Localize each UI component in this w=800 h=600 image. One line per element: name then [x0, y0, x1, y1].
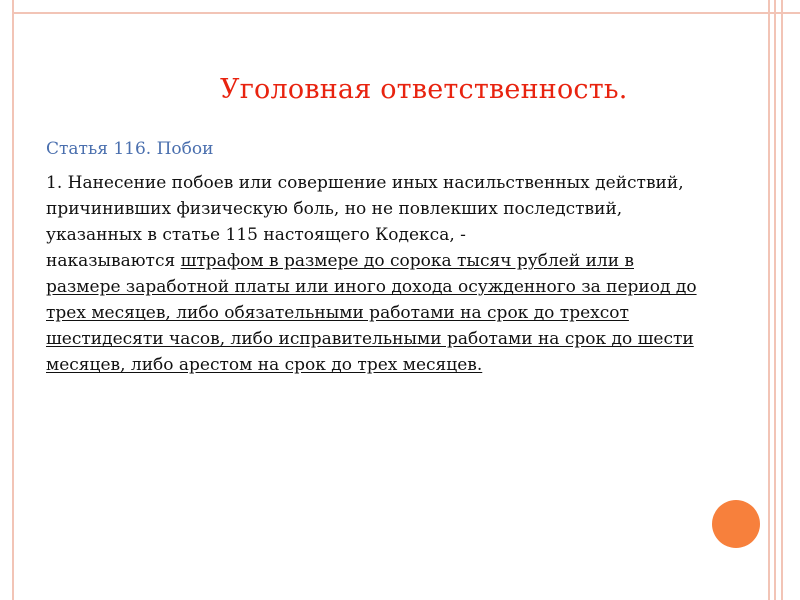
penalty-text: месяцев, либо арестом на срок до трех месяцев. — [46, 355, 483, 375]
decorative-circle — [712, 500, 760, 548]
article-heading: Статья 116. Побои — [46, 139, 214, 159]
slide-title: Уголовная ответственность. — [220, 74, 628, 105]
frame-right-line-2 — [774, 0, 776, 600]
frame-right-line-3 — [781, 0, 783, 600]
body-line: 1. Нанесение побоев или совершение иных насильственных действий, — [46, 173, 684, 193]
frame-left-line — [12, 0, 14, 600]
penalty-line — [46, 248, 736, 274]
penalty-text: штрафом в размере до сорока тысяч рублей или в — [180, 251, 634, 271]
penalty-intro: наказываются — [46, 251, 181, 271]
body-line: причинивших физическую боль, но не повлекших последствий, — [46, 199, 623, 219]
body-line: указанных в статье 115 настоящего Кодекса, - — [46, 225, 466, 245]
frame-top-line — [12, 12, 800, 14]
frame-right-line-1 — [768, 0, 770, 600]
penalty-text: шестидесяти часов, либо исправительными работами на срок до шести — [46, 329, 694, 349]
penalty-text: размере заработной платы или иного дохода осужденного за период до — [46, 277, 697, 297]
article-body — [46, 170, 736, 378]
penalty-text: трех месяцев, либо обязательными работами на срок до трехсот — [46, 303, 629, 323]
